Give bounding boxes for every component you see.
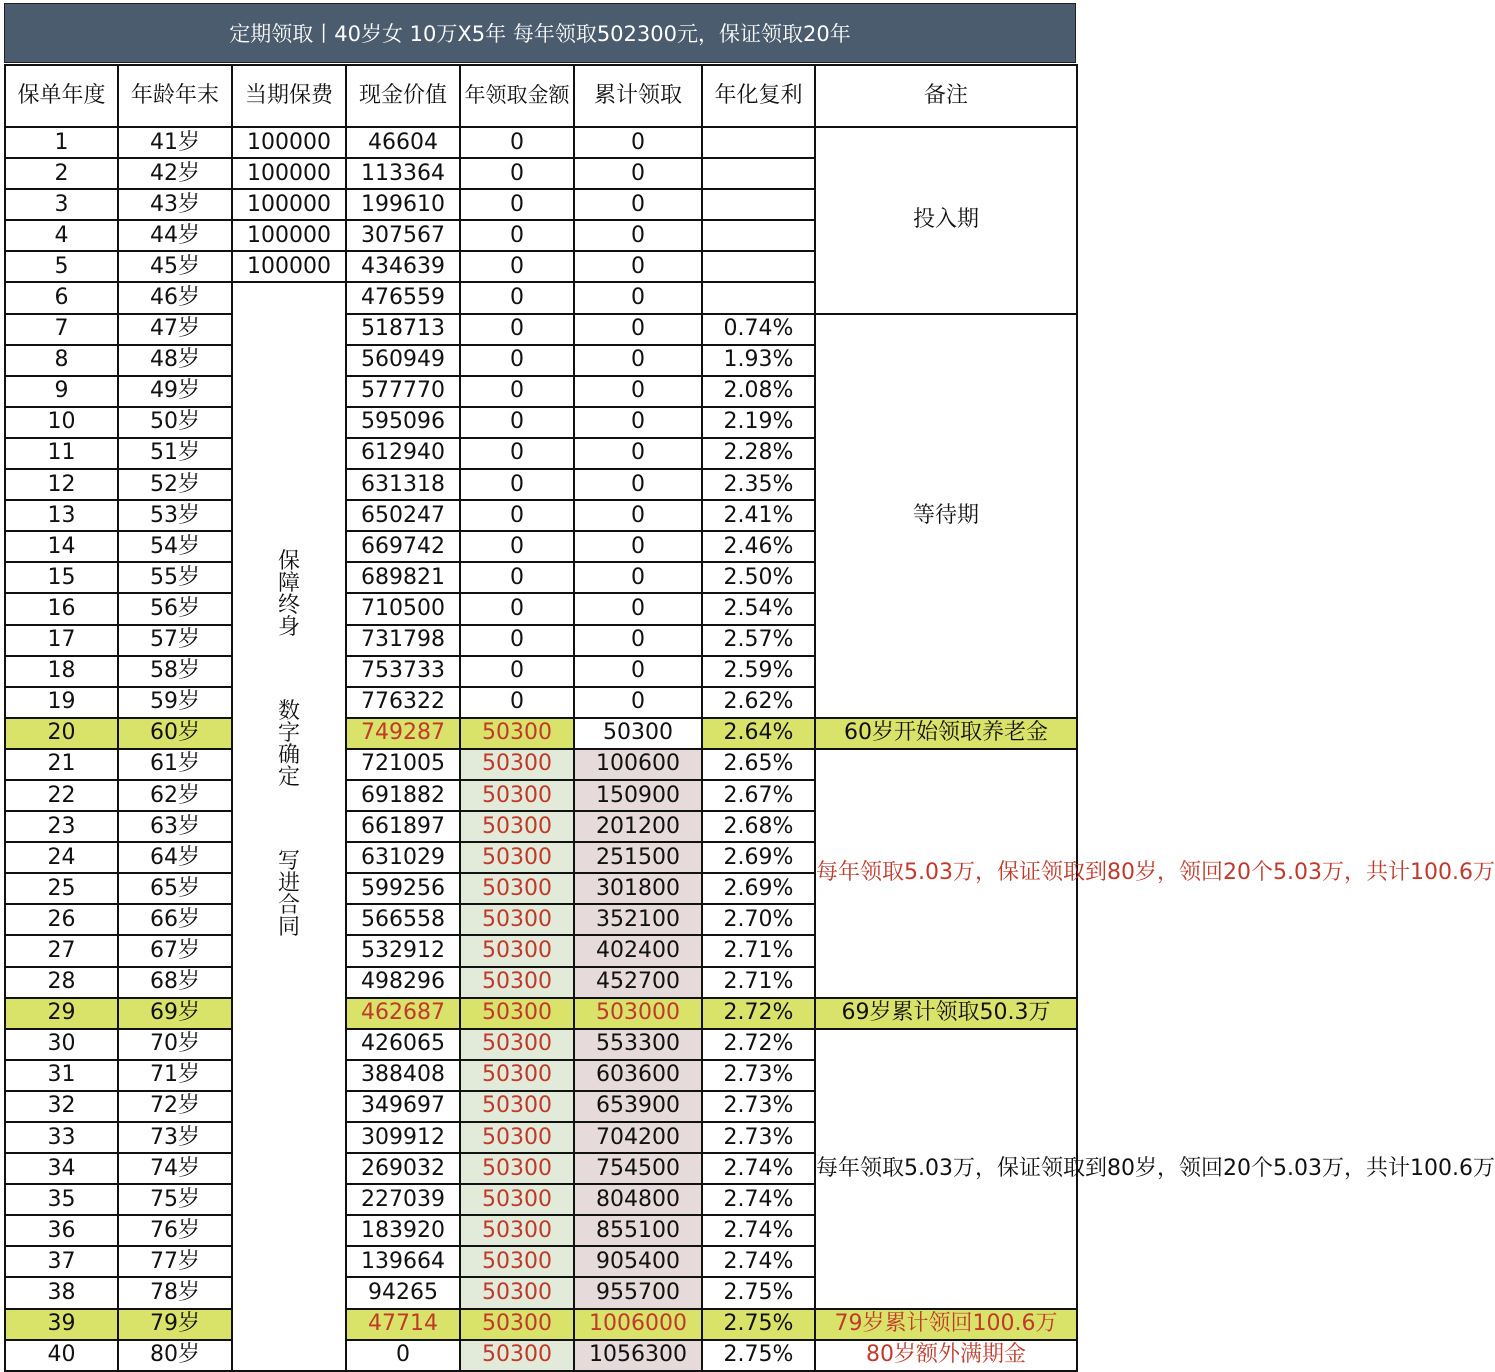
cell-annual-amount: 50300	[460, 842, 574, 873]
cell-cash-value: 307567	[346, 220, 460, 251]
cell-annual-amount: 50300	[460, 1277, 574, 1308]
cell-age: 72岁	[118, 1091, 232, 1122]
cell-age: 52岁	[118, 469, 232, 500]
cell-age: 54岁	[118, 531, 232, 562]
cell-annual-amount: 50300	[460, 1340, 574, 1371]
cell-age: 45岁	[118, 251, 232, 282]
table-row	[5, 1029, 1077, 1060]
cell-rate: 2.19%	[702, 407, 815, 438]
cell-cumulative: 0	[574, 189, 702, 220]
note-cumulative-69: 69岁累计领取50.3万	[815, 998, 1077, 1029]
cell-cash-value: 599256	[346, 873, 460, 904]
cell-rate: 2.41%	[702, 500, 815, 531]
cell-rate: 2.70%	[702, 904, 815, 935]
cell-rate: 2.46%	[702, 531, 815, 562]
cell-rate: 2.74%	[702, 1246, 815, 1277]
cell-year: 5	[5, 251, 118, 282]
header-annual-amount: 年领取金额	[460, 65, 574, 127]
cell-year: 16	[5, 593, 118, 624]
cell-year: 28	[5, 967, 118, 998]
cell-annual-amount: 0	[460, 593, 574, 624]
cell-age: 61岁	[118, 749, 232, 780]
table-row	[5, 718, 1077, 749]
cell-rate	[702, 251, 815, 282]
cell-cash-value: 199610	[346, 189, 460, 220]
cell-age: 42岁	[118, 158, 232, 189]
cell-rate: 2.71%	[702, 935, 815, 966]
table-row	[5, 998, 1077, 1029]
cell-cumulative: 150900	[574, 780, 702, 811]
cell-cash-value: 498296	[346, 967, 460, 998]
cell-annual-amount: 0	[460, 158, 574, 189]
cell-cash-value: 269032	[346, 1153, 460, 1184]
note-investment-period: 投入期	[815, 127, 1077, 314]
cell-cumulative: 251500	[574, 842, 702, 873]
cell-year: 25	[5, 873, 118, 904]
cell-cumulative: 955700	[574, 1277, 702, 1308]
cell-annual-amount: 50300	[460, 904, 574, 935]
cell-age: 64岁	[118, 842, 232, 873]
cell-cash-value: 776322	[346, 687, 460, 718]
cell-year: 4	[5, 220, 118, 251]
cell-premium: 100000	[232, 158, 346, 189]
cell-annual-amount: 50300	[460, 935, 574, 966]
header-row	[5, 65, 1077, 127]
cell-year: 20	[5, 718, 118, 749]
cell-year: 30	[5, 1029, 118, 1060]
cell-age: 50岁	[118, 407, 232, 438]
cell-age: 58岁	[118, 656, 232, 687]
header-premium: 当期保费	[232, 65, 346, 127]
cell-age: 75岁	[118, 1184, 232, 1215]
cell-rate: 2.57%	[702, 625, 815, 656]
cell-age: 69岁	[118, 998, 232, 1029]
cell-annual-amount: 50300	[460, 998, 574, 1029]
cell-cumulative: 704200	[574, 1122, 702, 1153]
premium-vertical-text: 写进合同	[278, 849, 301, 941]
cell-cumulative: 0	[574, 562, 702, 593]
cell-rate: 2.69%	[702, 842, 815, 873]
cell-annual-amount: 0	[460, 469, 574, 500]
cell-cumulative: 301800	[574, 873, 702, 904]
cell-year: 2	[5, 158, 118, 189]
cell-cumulative: 402400	[574, 935, 702, 966]
cell-annual-amount: 50300	[460, 1029, 574, 1060]
cell-cumulative: 0	[574, 220, 702, 251]
cell-year: 7	[5, 314, 118, 345]
cell-year: 26	[5, 904, 118, 935]
cell-cumulative: 0	[574, 251, 702, 282]
cell-rate: 2.74%	[702, 1215, 815, 1246]
cell-cumulative: 0	[574, 314, 702, 345]
policy-table	[4, 64, 1495, 1372]
cell-cash-value: 753733	[346, 656, 460, 687]
table-row	[5, 314, 1077, 345]
cell-rate: 2.72%	[702, 998, 815, 1029]
cell-annual-amount: 0	[460, 189, 574, 220]
cell-cash-value: 349697	[346, 1091, 460, 1122]
cell-cumulative: 1056300	[574, 1340, 702, 1371]
cell-cash-value: 650247	[346, 500, 460, 531]
header-year: 保单年度	[5, 65, 118, 127]
cell-age: 51岁	[118, 438, 232, 469]
cell-cumulative: 100600	[574, 749, 702, 780]
note-payout-summary-1: 每年领取5.03万，保证领取到80岁，领回20个5.03万，共计100.6万	[815, 749, 1077, 998]
cell-annual-amount: 50300	[460, 718, 574, 749]
cell-year: 6	[5, 282, 118, 313]
cell-annual-amount: 0	[460, 687, 574, 718]
cell-annual-amount: 0	[460, 500, 574, 531]
cell-year: 3	[5, 189, 118, 220]
cell-cumulative: 0	[574, 593, 702, 624]
cell-annual-amount: 0	[460, 562, 574, 593]
cell-year: 17	[5, 625, 118, 656]
cell-age: 73岁	[118, 1122, 232, 1153]
cell-rate: 2.54%	[702, 593, 815, 624]
cell-rate: 2.73%	[702, 1060, 815, 1091]
cell-year: 40	[5, 1340, 118, 1371]
cell-cumulative: 0	[574, 407, 702, 438]
cell-annual-amount: 0	[460, 314, 574, 345]
cell-rate: 0.74%	[702, 314, 815, 345]
cell-cumulative: 553300	[574, 1029, 702, 1060]
cell-cash-value: 227039	[346, 1184, 460, 1215]
cell-rate	[702, 127, 815, 158]
cell-cash-value: 47714	[346, 1309, 460, 1340]
cell-annual-amount: 0	[460, 407, 574, 438]
cell-year: 32	[5, 1091, 118, 1122]
cell-year: 27	[5, 935, 118, 966]
cell-cash-value: 462687	[346, 998, 460, 1029]
cell-cash-value: 721005	[346, 749, 460, 780]
note-start-payout: 60岁开始领取养老金	[815, 718, 1077, 749]
cell-year: 38	[5, 1277, 118, 1308]
cell-age: 47岁	[118, 314, 232, 345]
note-maturity-bonus: 80岁额外满期金	[815, 1340, 1077, 1371]
cell-rate: 2.35%	[702, 469, 815, 500]
cell-year: 29	[5, 998, 118, 1029]
cell-year: 9	[5, 376, 118, 407]
cell-rate: 2.65%	[702, 749, 815, 780]
cell-cash-value: 669742	[346, 531, 460, 562]
cell-cumulative: 0	[574, 500, 702, 531]
cell-annual-amount: 50300	[460, 967, 574, 998]
cell-age: 59岁	[118, 687, 232, 718]
cell-cash-value: 595096	[346, 407, 460, 438]
cell-rate: 2.75%	[702, 1340, 815, 1371]
cell-age: 76岁	[118, 1215, 232, 1246]
cell-cash-value: 689821	[346, 562, 460, 593]
cell-rate	[702, 158, 815, 189]
cell-age: 57岁	[118, 625, 232, 656]
cell-year: 24	[5, 842, 118, 873]
cell-annual-amount: 50300	[460, 1091, 574, 1122]
cell-premium: 100000	[232, 189, 346, 220]
cell-year: 33	[5, 1122, 118, 1153]
cell-age: 66岁	[118, 904, 232, 935]
cell-cash-value: 388408	[346, 1060, 460, 1091]
premium-vertical-notes	[232, 282, 346, 1370]
cell-age: 74岁	[118, 1153, 232, 1184]
cell-year: 35	[5, 1184, 118, 1215]
cell-year: 22	[5, 780, 118, 811]
cell-age: 49岁	[118, 376, 232, 407]
premium-vertical-text: 保障终身	[278, 549, 301, 641]
cell-age: 56岁	[118, 593, 232, 624]
cell-cash-value: 476559	[346, 282, 460, 313]
cell-age: 68岁	[118, 967, 232, 998]
cell-rate: 2.68%	[702, 811, 815, 842]
cell-year: 39	[5, 1309, 118, 1340]
cell-annual-amount: 0	[460, 220, 574, 251]
cell-annual-amount: 0	[460, 251, 574, 282]
cell-rate: 2.73%	[702, 1091, 815, 1122]
cell-cash-value: 426065	[346, 1029, 460, 1060]
cell-cumulative: 0	[574, 469, 702, 500]
cell-age: 65岁	[118, 873, 232, 904]
premium-vertical-text: 数字确定	[278, 699, 301, 791]
header-notes: 备注	[815, 65, 1077, 127]
cell-cash-value: 661897	[346, 811, 460, 842]
cell-rate: 2.50%	[702, 562, 815, 593]
cell-age: 79岁	[118, 1309, 232, 1340]
cell-rate: 2.73%	[702, 1122, 815, 1153]
cell-annual-amount: 0	[460, 345, 574, 376]
cell-annual-amount: 50300	[460, 1184, 574, 1215]
cell-cumulative: 0	[574, 438, 702, 469]
cell-age: 53岁	[118, 500, 232, 531]
table-row	[5, 749, 1077, 780]
cell-cash-value: 691882	[346, 780, 460, 811]
cell-annual-amount: 50300	[460, 1309, 574, 1340]
cell-cash-value: 749287	[346, 718, 460, 749]
cell-premium: 100000	[232, 220, 346, 251]
cell-annual-amount: 50300	[460, 1215, 574, 1246]
cell-annual-amount: 0	[460, 376, 574, 407]
cell-cumulative: 503000	[574, 998, 702, 1029]
header-cumulative: 累计领取	[574, 65, 702, 127]
cell-cumulative: 855100	[574, 1215, 702, 1246]
cell-premium: 100000	[232, 251, 346, 282]
cell-rate: 2.59%	[702, 656, 815, 687]
cell-annual-amount: 50300	[460, 1060, 574, 1091]
cell-rate	[702, 189, 815, 220]
header-rate: 年化复利	[702, 65, 815, 127]
cell-year: 14	[5, 531, 118, 562]
cell-year: 11	[5, 438, 118, 469]
cell-age: 67岁	[118, 935, 232, 966]
cell-year: 18	[5, 656, 118, 687]
cell-cumulative: 653900	[574, 1091, 702, 1122]
cell-age: 60岁	[118, 718, 232, 749]
cell-annual-amount: 50300	[460, 873, 574, 904]
page-title: 定期领取丨40岁女 10万X5年 每年领取502300元，保证领取20年	[4, 3, 1076, 63]
cell-year: 23	[5, 811, 118, 842]
cell-cash-value: 560949	[346, 345, 460, 376]
cell-cash-value: 94265	[346, 1277, 460, 1308]
cell-rate	[702, 220, 815, 251]
cell-cash-value: 309912	[346, 1122, 460, 1153]
cell-cash-value: 731798	[346, 625, 460, 656]
cell-rate	[702, 282, 815, 313]
cell-cash-value: 113364	[346, 158, 460, 189]
cell-annual-amount: 50300	[460, 1153, 574, 1184]
cell-rate: 2.28%	[702, 438, 815, 469]
cell-rate: 2.75%	[702, 1277, 815, 1308]
header-cash-value: 现金价值	[346, 65, 460, 127]
cell-cash-value: 631318	[346, 469, 460, 500]
cell-cash-value: 434639	[346, 251, 460, 282]
cell-age: 71岁	[118, 1060, 232, 1091]
cell-annual-amount: 50300	[460, 780, 574, 811]
cell-rate: 2.74%	[702, 1153, 815, 1184]
cell-cumulative: 0	[574, 687, 702, 718]
cell-year: 36	[5, 1215, 118, 1246]
cell-rate: 2.67%	[702, 780, 815, 811]
cell-cumulative: 0	[574, 158, 702, 189]
cell-rate: 2.71%	[702, 967, 815, 998]
cell-cumulative: 603600	[574, 1060, 702, 1091]
cell-annual-amount: 0	[460, 625, 574, 656]
cell-cumulative: 754500	[574, 1153, 702, 1184]
cell-cash-value: 631029	[346, 842, 460, 873]
cell-cumulative: 0	[574, 282, 702, 313]
cell-age: 62岁	[118, 780, 232, 811]
cell-annual-amount: 50300	[460, 1246, 574, 1277]
cell-cash-value: 577770	[346, 376, 460, 407]
cell-rate: 2.64%	[702, 718, 815, 749]
cell-year: 21	[5, 749, 118, 780]
cell-age: 78岁	[118, 1277, 232, 1308]
cell-age: 48岁	[118, 345, 232, 376]
cell-cumulative: 0	[574, 376, 702, 407]
cell-year: 13	[5, 500, 118, 531]
cell-rate: 2.08%	[702, 376, 815, 407]
cell-cumulative: 352100	[574, 904, 702, 935]
cell-annual-amount: 0	[460, 531, 574, 562]
cell-age: 46岁	[118, 282, 232, 313]
cell-cash-value: 532912	[346, 935, 460, 966]
cell-cumulative: 905400	[574, 1246, 702, 1277]
note-waiting-period: 等待期	[815, 314, 1077, 718]
cell-age: 80岁	[118, 1340, 232, 1371]
cell-rate: 1.93%	[702, 345, 815, 376]
cell-cash-value: 710500	[346, 593, 460, 624]
cell-cumulative: 0	[574, 625, 702, 656]
cell-year: 15	[5, 562, 118, 593]
cell-age: 77岁	[118, 1246, 232, 1277]
cell-cumulative: 804800	[574, 1184, 702, 1215]
cell-cumulative: 0	[574, 531, 702, 562]
cell-cash-value: 612940	[346, 438, 460, 469]
cell-year: 12	[5, 469, 118, 500]
cell-year: 34	[5, 1153, 118, 1184]
cell-cumulative: 50300	[574, 718, 702, 749]
vertical-gap	[233, 789, 345, 851]
note-payout-summary-2: 每年领取5.03万，保证领取到80岁，领回20个5.03万，共计100.6万	[815, 1029, 1077, 1309]
cell-rate: 2.75%	[702, 1309, 815, 1340]
cell-age: 41岁	[118, 127, 232, 158]
cell-annual-amount: 50300	[460, 749, 574, 780]
header-age: 年龄年末	[118, 65, 232, 127]
vertical-gap	[233, 639, 345, 701]
cell-annual-amount: 0	[460, 282, 574, 313]
cell-cash-value: 139664	[346, 1246, 460, 1277]
cell-cumulative: 1006000	[574, 1309, 702, 1340]
note-cumulative-79: 79岁累计领回100.6万	[815, 1309, 1077, 1340]
cell-cumulative: 452700	[574, 967, 702, 998]
table-row	[5, 127, 1077, 158]
cell-rate: 2.72%	[702, 1029, 815, 1060]
cell-age: 63岁	[118, 811, 232, 842]
cell-year: 19	[5, 687, 118, 718]
cell-age: 43岁	[118, 189, 232, 220]
cell-age: 70岁	[118, 1029, 232, 1060]
cell-cash-value: 518713	[346, 314, 460, 345]
cell-year: 37	[5, 1246, 118, 1277]
cell-rate: 2.69%	[702, 873, 815, 904]
cell-cumulative: 0	[574, 345, 702, 376]
cell-annual-amount: 0	[460, 438, 574, 469]
cell-cumulative: 0	[574, 127, 702, 158]
cell-annual-amount: 0	[460, 127, 574, 158]
cell-cash-value: 0	[346, 1340, 460, 1371]
cell-cash-value: 183920	[346, 1215, 460, 1246]
cell-year: 8	[5, 345, 118, 376]
cell-cumulative: 201200	[574, 811, 702, 842]
cell-annual-amount: 50300	[460, 1122, 574, 1153]
cell-age: 44岁	[118, 220, 232, 251]
cell-year: 31	[5, 1060, 118, 1091]
cell-cumulative: 0	[574, 656, 702, 687]
cell-cash-value: 566558	[346, 904, 460, 935]
cell-cash-value: 46604	[346, 127, 460, 158]
cell-rate: 2.62%	[702, 687, 815, 718]
cell-annual-amount: 50300	[460, 811, 574, 842]
cell-year: 1	[5, 127, 118, 158]
table-row	[5, 1309, 1077, 1340]
table-row	[5, 1340, 1077, 1371]
cell-age: 55岁	[118, 562, 232, 593]
cell-rate: 2.74%	[702, 1184, 815, 1215]
cell-annual-amount: 0	[460, 656, 574, 687]
cell-premium: 100000	[232, 127, 346, 158]
cell-year: 10	[5, 407, 118, 438]
